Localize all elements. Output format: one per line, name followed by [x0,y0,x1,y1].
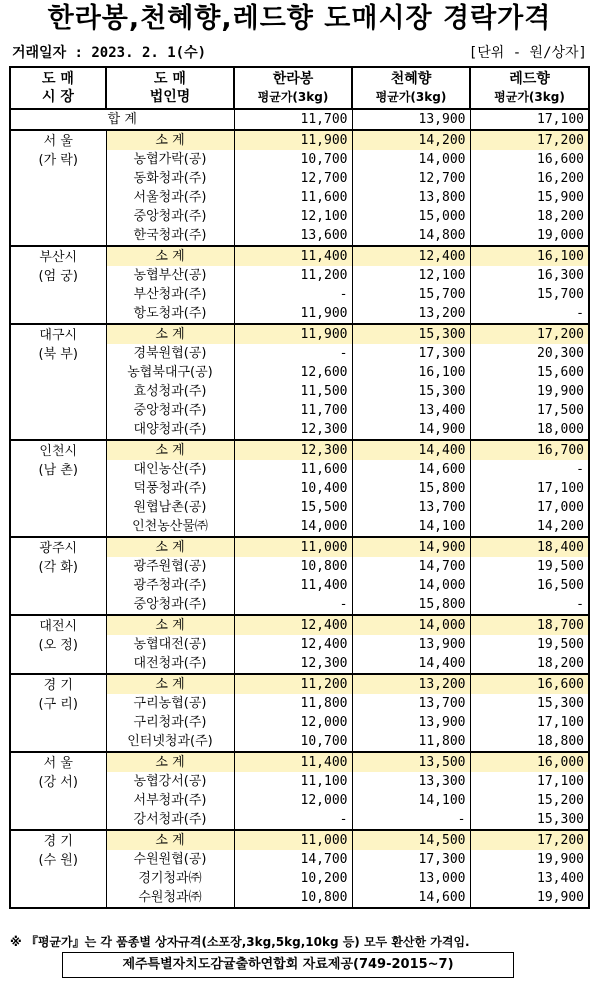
price-cheonhyehyang: 14,900 [352,537,470,557]
corp-name: 서부청과(주) [106,791,234,810]
market-name-line: 부산시 [39,250,78,265]
price-table [9,66,590,909]
subtotal-row [10,830,589,850]
price-redhyang: 17,200 [470,130,589,150]
price-hallabong: 11,800 [234,694,352,713]
corp-name: 중앙청과(주) [106,595,234,615]
market-name-line: (오 정) [38,638,78,653]
price-redhyang: 17,100 [470,479,589,498]
corp-name: 농협북대구(공) [106,363,234,382]
total-label: 합 계 [10,109,234,130]
price-cheonhyehyang: 15,000 [352,207,470,226]
price-redhyang: - [470,304,589,324]
price-hallabong: 11,000 [234,537,352,557]
price-hallabong: 11,000 [234,830,352,850]
corp-name: 대인농산(주) [106,460,234,479]
header-market-line1: 도 매 [42,71,74,87]
market-name-line: 대전시 [39,619,78,634]
price-redhyang: 17,200 [470,830,589,850]
corp-name: 원협남촌(공) [106,498,234,517]
price-cheonhyehyang: 14,700 [352,557,470,576]
total-row [10,109,589,130]
price-hallabong: 12,000 [234,713,352,732]
subtotal-label: 소 계 [106,752,234,772]
corp-name: 강서청과(주) [106,810,234,830]
price-redhyang: 16,200 [470,169,589,188]
header-market [10,67,106,109]
price-redhyang: 15,900 [470,188,589,207]
market-name-line: (엄 궁) [38,269,78,284]
price-cheonhyehyang: 15,300 [352,382,470,401]
price-cheonhyehyang: - [352,810,470,830]
market-name-line: (구 리) [38,697,78,712]
price-hallabong: - [234,344,352,363]
price-hallabong: 12,400 [234,615,352,635]
price-redhyang: 20,300 [470,344,589,363]
market-name-line: (남 촌) [38,463,78,478]
table-body [10,109,589,908]
corp-name: 수원원협(공) [106,850,234,869]
corp-name: 농협강서(공) [106,772,234,791]
subtotal-label: 소 계 [106,440,234,460]
header-redhyang-sub: 평균가(3kg) [494,90,565,104]
subtotal-label: 소 계 [106,324,234,344]
header-redhyang-name: 레드향 [509,71,550,87]
table-header-row [10,67,589,109]
market-cell [10,615,106,674]
price-redhyang: 14,200 [470,517,589,537]
corp-name: 중앙청과(주) [106,207,234,226]
market-name-line: 서 울 [43,134,73,149]
price-hallabong: 10,200 [234,869,352,888]
corp-name: 구리청과(주) [106,713,234,732]
price-redhyang: 19,900 [470,888,589,908]
price-cheonhyehyang: 13,500 [352,752,470,772]
corp-name: 광주원협(공) [106,557,234,576]
price-redhyang: 17,200 [470,324,589,344]
price-hallabong: 11,200 [234,266,352,285]
price-hallabong: 10,400 [234,479,352,498]
market-name-line: 서 울 [43,756,73,771]
corp-name: 농협부산(공) [106,266,234,285]
corp-name: 광주청과(주) [106,576,234,595]
market-name-line: 대구시 [39,328,78,343]
subtotal-row [10,324,589,344]
price-redhyang: 18,400 [470,537,589,557]
source-box: 제주특별자치도감귤출하연합회 자료제공(749-2015~7) [62,952,514,978]
price-redhyang: 18,700 [470,615,589,635]
total-cheonhyehyang: 13,900 [352,109,470,130]
corp-name: 구리농협(공) [106,694,234,713]
trade-date: 거래일자 : 2023. 2. 1(수) [12,45,207,61]
corp-name: 경북원협(공) [106,344,234,363]
price-cheonhyehyang: 13,200 [352,304,470,324]
corp-name: 경기청과㈜ [106,869,234,888]
corp-name: 수원청과㈜ [106,888,234,908]
price-hallabong: 11,600 [234,460,352,479]
price-cheonhyehyang: 14,000 [352,150,470,169]
price-hallabong: 11,600 [234,188,352,207]
subtotal-label: 소 계 [106,674,234,694]
price-redhyang: 18,200 [470,654,589,674]
subtotal-label: 소 계 [106,615,234,635]
price-cheonhyehyang: 13,700 [352,498,470,517]
subtotal-row [10,537,589,557]
price-cheonhyehyang: 15,700 [352,285,470,304]
subtotal-label: 소 계 [106,830,234,850]
subtotal-label: 소 계 [106,130,234,150]
price-cheonhyehyang: 14,800 [352,226,470,246]
price-cheonhyehyang: 14,000 [352,615,470,635]
price-cheonhyehyang: 15,800 [352,479,470,498]
price-redhyang: 16,500 [470,576,589,595]
header-redhyang [470,67,589,109]
price-hallabong: 14,700 [234,850,352,869]
corp-name: 농협가락(공) [106,150,234,169]
price-redhyang: 13,400 [470,869,589,888]
corp-name: 효성청과(주) [106,382,234,401]
price-redhyang: 17,000 [470,498,589,517]
market-cell [10,830,106,908]
market-name-line: (가 락) [38,153,78,168]
market-cell [10,130,106,246]
price-redhyang: 16,100 [470,246,589,266]
price-cheonhyehyang: 16,100 [352,363,470,382]
price-hallabong: 12,600 [234,363,352,382]
market-cell [10,674,106,752]
price-redhyang: 19,900 [470,850,589,869]
price-cheonhyehyang: 12,700 [352,169,470,188]
price-cheonhyehyang: 13,700 [352,694,470,713]
market-name-line: (강 서) [38,775,78,790]
price-redhyang: 15,300 [470,694,589,713]
price-hallabong: 11,100 [234,772,352,791]
price-redhyang: 16,000 [470,752,589,772]
subtotal-row [10,130,589,150]
price-redhyang: 15,200 [470,791,589,810]
market-name-line: (북 부) [38,347,78,362]
market-name-line: (수 원) [38,853,78,868]
price-cheonhyehyang: 12,100 [352,266,470,285]
header-cheonhyehyang [352,67,470,109]
subtotal-row [10,752,589,772]
price-redhyang: 18,800 [470,732,589,752]
price-redhyang: 17,100 [470,772,589,791]
price-redhyang: 18,000 [470,420,589,440]
header-cheonhyehyang-sub: 평균가(3kg) [375,90,447,104]
price-hallabong: 11,500 [234,382,352,401]
price-cheonhyehyang: 11,800 [352,732,470,752]
price-hallabong: 11,900 [234,324,352,344]
price-hallabong: 11,700 [234,401,352,420]
subtotal-row [10,440,589,460]
subtotal-row [10,246,589,266]
price-hallabong: 12,300 [234,420,352,440]
page-title: 한라봉,천혜향,레드향 도매시장 경락가격 [47,3,552,34]
price-cheonhyehyang: 14,100 [352,517,470,537]
price-hallabong: 11,900 [234,304,352,324]
price-redhyang: 18,200 [470,207,589,226]
price-redhyang: 19,500 [470,557,589,576]
price-cheonhyehyang: 14,600 [352,460,470,479]
price-hallabong: 14,000 [234,517,352,537]
subtotal-row [10,615,589,635]
header-hallabong [234,67,352,109]
subtotal-row [10,674,589,694]
price-redhyang: 16,700 [470,440,589,460]
price-redhyang: 15,300 [470,810,589,830]
price-hallabong: 10,700 [234,732,352,752]
subtotal-label: 소 계 [106,537,234,557]
price-redhyang: 16,600 [470,674,589,694]
market-name-line: (각 화) [38,560,78,575]
header-hallabong-sub: 평균가(3kg) [257,90,329,104]
price-redhyang: - [470,460,589,479]
price-cheonhyehyang: 13,000 [352,869,470,888]
price-cheonhyehyang: 14,100 [352,791,470,810]
price-hallabong: 11,400 [234,246,352,266]
price-hallabong: - [234,810,352,830]
header-corp-line1: 도 매 [154,71,186,87]
market-name-line: 광주시 [39,541,78,556]
price-cheonhyehyang: 14,500 [352,830,470,850]
header-market-line2: 시 장 [42,89,74,105]
corp-name: 항도청과(주) [106,304,234,324]
header-corp [106,67,234,109]
corp-name: 농협대전(공) [106,635,234,654]
price-cheonhyehyang: 14,200 [352,130,470,150]
price-redhyang: 17,100 [470,713,589,732]
market-cell [10,246,106,324]
market-cell [10,324,106,440]
price-hallabong: - [234,285,352,304]
price-cheonhyehyang: 13,300 [352,772,470,791]
total-redhyang: 17,100 [470,109,589,130]
corp-name: 대양청과(주) [106,420,234,440]
price-hallabong: 12,300 [234,440,352,460]
price-cheonhyehyang: 15,300 [352,324,470,344]
price-hallabong: 13,600 [234,226,352,246]
corp-name: 인천농산물㈜ [106,517,234,537]
price-redhyang: 19,500 [470,635,589,654]
price-redhyang: 15,600 [470,363,589,382]
price-hallabong: 11,400 [234,752,352,772]
price-hallabong: 12,300 [234,654,352,674]
price-cheonhyehyang: 14,600 [352,888,470,908]
price-hallabong: - [234,595,352,615]
price-cheonhyehyang: 13,200 [352,674,470,694]
unit-label: [단위 - 원/상자] [468,45,587,61]
price-cheonhyehyang: 14,400 [352,440,470,460]
price-redhyang: - [470,595,589,615]
price-cheonhyehyang: 15,800 [352,595,470,615]
corp-name: 한국청과(주) [106,226,234,246]
subtotal-label: 소 계 [106,246,234,266]
corp-name: 동화청과(주) [106,169,234,188]
price-cheonhyehyang: 12,400 [352,246,470,266]
price-cheonhyehyang: 17,300 [352,344,470,363]
market-name-line: 경 기 [43,834,73,849]
corp-name: 서울청과(주) [106,188,234,207]
corp-name: 중앙청과(주) [106,401,234,420]
price-cheonhyehyang: 13,900 [352,635,470,654]
price-cheonhyehyang: 14,900 [352,420,470,440]
market-cell [10,752,106,830]
corp-name: 대전청과(주) [106,654,234,674]
price-hallabong: 11,400 [234,576,352,595]
market-name-line: 경 기 [43,678,73,693]
price-hallabong: 12,700 [234,169,352,188]
price-hallabong: 11,900 [234,130,352,150]
price-hallabong: 12,100 [234,207,352,226]
corp-name: 덕풍청과(주) [106,479,234,498]
price-redhyang: 19,000 [470,226,589,246]
price-cheonhyehyang: 17,300 [352,850,470,869]
header-cheonhyehyang-name: 천혜향 [390,71,432,87]
price-cheonhyehyang: 13,800 [352,188,470,207]
footnote: ※ 『평균가』는 각 품종별 상자규격(소포장,3kg,5kg,10kg 등) 모두 환산한 가격임. [10,935,470,949]
price-cheonhyehyang: 14,000 [352,576,470,595]
price-redhyang: 19,900 [470,382,589,401]
corp-name: 인터넷청과(주) [106,732,234,752]
price-hallabong: 12,400 [234,635,352,654]
price-hallabong: 15,500 [234,498,352,517]
price-cheonhyehyang: 14,400 [352,654,470,674]
price-hallabong: 10,800 [234,888,352,908]
total-hallabong: 11,700 [234,109,352,130]
header-corp-line2: 법인명 [149,89,191,105]
price-cheonhyehyang: 13,900 [352,713,470,732]
corp-name: 부산청과(주) [106,285,234,304]
price-hallabong: 10,800 [234,557,352,576]
market-cell [10,440,106,537]
price-hallabong: 11,200 [234,674,352,694]
header-hallabong-name: 한라봉 [272,71,314,87]
market-cell [10,537,106,615]
price-redhyang: 16,300 [470,266,589,285]
price-hallabong: 10,700 [234,150,352,169]
market-name-line: 인천시 [39,444,78,459]
price-hallabong: 12,000 [234,791,352,810]
price-cheonhyehyang: 13,400 [352,401,470,420]
price-redhyang: 17,500 [470,401,589,420]
price-redhyang: 16,600 [470,150,589,169]
price-redhyang: 15,700 [470,285,589,304]
